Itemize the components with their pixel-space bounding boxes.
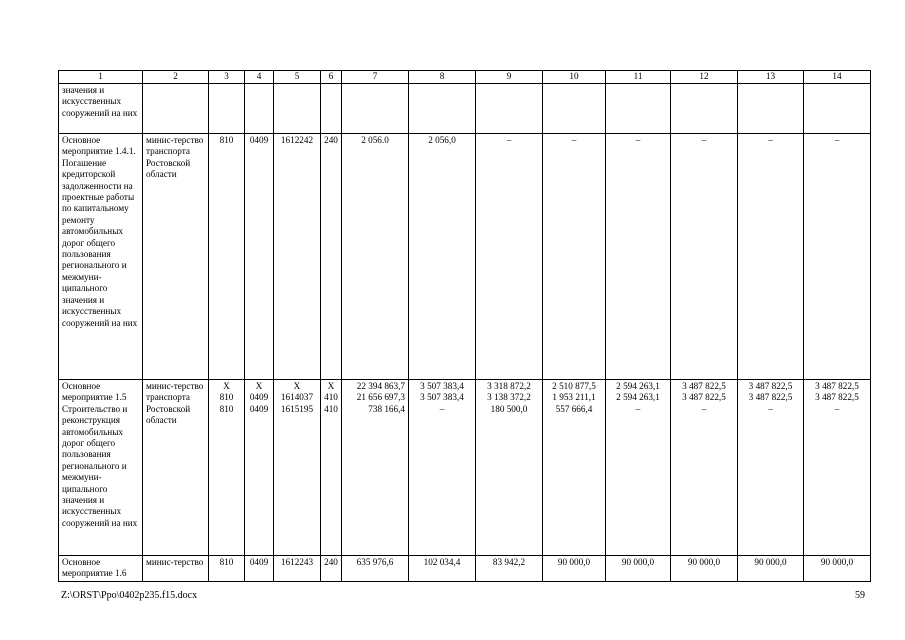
- cell-line: 2 510 877,5: [552, 381, 596, 391]
- cell-line: –: [439, 403, 445, 414]
- amount-cell: [409, 380, 476, 556]
- cell-line: 3 487 822,5: [815, 392, 859, 403]
- header-cell: 11: [606, 71, 671, 84]
- cell-line: 3 487 822,5: [748, 392, 793, 403]
- empty-cell: [143, 84, 209, 134]
- cell-line: 3 487 822,5: [815, 381, 859, 391]
- amount-cell: [738, 380, 804, 556]
- amount-cell: –: [738, 134, 804, 380]
- cell-line: X: [327, 381, 335, 391]
- empty-cell: [342, 84, 409, 134]
- cell-line: X: [255, 381, 263, 391]
- cell-line: –: [834, 403, 840, 414]
- cell-line: 0409: [249, 392, 269, 403]
- footer-page-number: 59: [855, 590, 865, 601]
- amount-cell: 90 000,0: [606, 556, 671, 582]
- cell-line: 3 487 822,5: [748, 381, 793, 391]
- cell-line: 810: [219, 392, 234, 403]
- amount-cell: –: [804, 134, 871, 380]
- footer-file-path: Z:\ORST\Ppo\0402p235.f15.docx: [61, 590, 198, 601]
- cell-line: 2 594 263,1: [616, 392, 660, 403]
- empty-cell: [543, 84, 606, 134]
- measure-name-cell: Основное мероприятие 1.4.1. Погашение кредиторской задолженности на проектные работы по капитальному ремонту автомобильных дорог общего пользования регионального и межмуни-ципального значения и искусственных сооружений на них: [59, 134, 143, 380]
- header-cell: 5: [274, 71, 321, 84]
- amount-cell: [606, 380, 671, 556]
- table-row: [59, 380, 871, 556]
- empty-cell: [274, 84, 321, 134]
- amount-cell: 90 000,0: [804, 556, 871, 582]
- cell-line: 21 656 697,3: [356, 392, 405, 403]
- header-cell: 9: [476, 71, 543, 84]
- amount-cell: –: [476, 134, 543, 380]
- amount-cell: [804, 380, 871, 556]
- measure-name-cell: Основное мероприятие 1.5 Строительство и реконструкция автомобильных дорог общего пользования регионального и межмуни-ципального значения и искусственных сооружений на них: [59, 380, 143, 556]
- grbs-cell: 810: [209, 556, 245, 582]
- empty-cell: [738, 84, 804, 134]
- cell-line: 3 138 372,2: [487, 392, 531, 403]
- cell-line: 3 487 822,5: [682, 392, 726, 403]
- header-cell: 7: [342, 71, 409, 84]
- amount-cell: 90 000,0: [671, 556, 738, 582]
- rzpr-cell: 0409: [245, 134, 274, 380]
- header-cell: 6: [321, 71, 342, 84]
- measure-name-cell: значения и искусственных сооружений на них: [59, 84, 143, 134]
- table-row: [59, 556, 871, 582]
- header-cell: 14: [804, 71, 871, 84]
- csr-cell: 1612243: [274, 556, 321, 582]
- budget-table: [58, 70, 871, 582]
- cell-line: X: [223, 381, 230, 391]
- cell-line: 0409: [249, 403, 269, 414]
- grbs-cell: 810: [209, 134, 245, 380]
- cell-line: 3 507 383,4: [420, 381, 464, 391]
- cell-line: 1615195: [280, 403, 314, 414]
- empty-cell: [671, 84, 738, 134]
- cell-line: 1614037: [280, 392, 314, 403]
- header-cell: 8: [409, 71, 476, 84]
- table-row: [59, 134, 871, 380]
- amount-cell: 83 942,2: [476, 556, 543, 582]
- rzpr-cell: 0409: [245, 556, 274, 582]
- cell-line: –: [635, 403, 641, 414]
- header-cell: 10: [543, 71, 606, 84]
- cell-line: 410: [324, 392, 338, 403]
- empty-cell: [476, 84, 543, 134]
- cell-line: 557 666,4: [555, 403, 593, 414]
- amount-cell: 2 056.0: [342, 134, 409, 380]
- header-cell: 13: [738, 71, 804, 84]
- cell-line: 3 507 383,4: [420, 392, 464, 403]
- grbs-cell: [209, 380, 245, 556]
- executor-cell: минис-терство транспорта Ростовской области: [143, 380, 209, 556]
- cell-line: –: [701, 403, 707, 414]
- executor-cell: минис-терство: [143, 556, 209, 582]
- csr-cell: [274, 380, 321, 556]
- amount-cell: 90 000,0: [738, 556, 804, 582]
- table-row: [59, 84, 871, 134]
- amount-cell: [342, 380, 409, 556]
- header-cell: 4: [245, 71, 274, 84]
- empty-cell: [804, 84, 871, 134]
- amount-cell: –: [543, 134, 606, 380]
- cell-line: 1 953 211,1: [552, 392, 596, 403]
- cell-line: 738 166,4: [368, 403, 405, 414]
- cell-line: 2 594 263,1: [616, 381, 660, 391]
- amount-cell: 102 034,4: [409, 556, 476, 582]
- amount-cell: [543, 380, 606, 556]
- header-cell: 3: [209, 71, 245, 84]
- cell-line: 22 394 863,7: [356, 381, 405, 391]
- header-cell: 12: [671, 71, 738, 84]
- empty-cell: [245, 84, 274, 134]
- vr-cell: 240: [321, 556, 342, 582]
- rzpr-cell: [245, 380, 274, 556]
- header-row: [59, 71, 871, 84]
- header-cell: 1: [59, 71, 143, 84]
- cell-line: 3 487 822,5: [682, 381, 726, 391]
- vr-cell: 240: [321, 134, 342, 380]
- executor-cell: минис-терство транспорта Ростовской области: [143, 134, 209, 380]
- empty-cell: [321, 84, 342, 134]
- csr-cell: 1612242: [274, 134, 321, 380]
- cell-line: 810: [219, 403, 234, 414]
- cell-line: 3 318 872,2: [487, 381, 531, 391]
- cell-line: –: [768, 403, 773, 414]
- measure-name-cell: Основное мероприятие 1.6: [59, 556, 143, 582]
- empty-cell: [209, 84, 245, 134]
- cell-line: 410: [324, 403, 338, 414]
- header-cell: 2: [143, 71, 209, 84]
- amount-cell: –: [671, 134, 738, 380]
- amount-cell: [671, 380, 738, 556]
- vr-cell: [321, 380, 342, 556]
- cell-line: 180 500,0: [490, 403, 528, 414]
- amount-cell: 2 056,0: [409, 134, 476, 380]
- empty-cell: [409, 84, 476, 134]
- empty-cell: [606, 84, 671, 134]
- cell-line: X: [293, 381, 301, 391]
- amount-cell: [476, 380, 543, 556]
- amount-cell: 90 000,0: [543, 556, 606, 582]
- amount-cell: 635 976,6: [342, 556, 409, 582]
- amount-cell: –: [606, 134, 671, 380]
